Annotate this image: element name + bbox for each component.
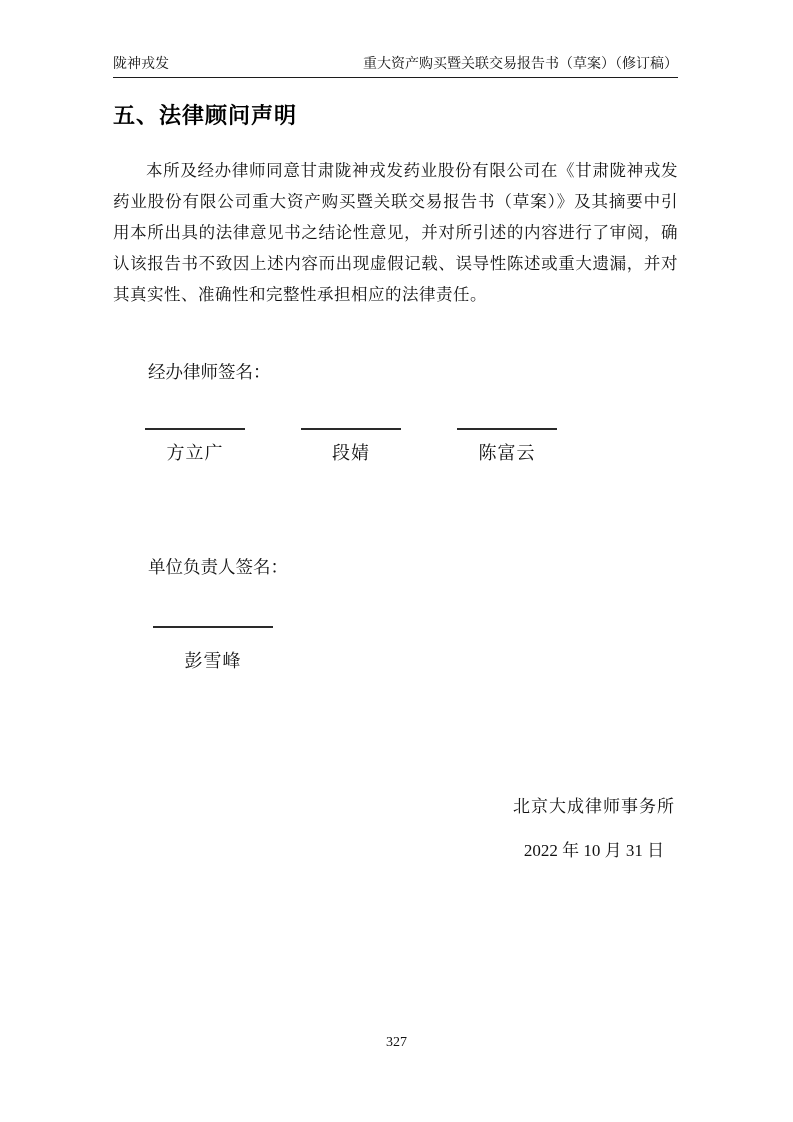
- lawyer-name: 陈富云: [478, 443, 536, 463]
- signature-line: [153, 626, 273, 628]
- lawyers-signature-row: [113, 428, 678, 463]
- lawyer-name: 方立广: [166, 443, 224, 463]
- head-signature-label: 单位负责人签名：: [148, 557, 288, 577]
- signature-line: [145, 428, 245, 430]
- closing-block: [513, 797, 675, 861]
- law-firm-name: 北京大成律师事务所: [513, 797, 675, 816]
- statement-paragraph: 本所及经办律师同意甘肃陇神戎发药业股份有限公司在《甘肃陇神戎发药业股份有限公司重大资产购买暨关联交易报告书（草案）》及其摘要中引用本所出具的法律意见书之结论性意见，并对所引述的内容进行了审阅，确认该报告书不致因上述内容而出现虚假记载、误导性陈述或重大遗漏，并对其真实性、准确性和完整性承担相应的法律责任。: [113, 161, 678, 304]
- closing-date: 2022 年 10 月 31 日: [523, 841, 665, 860]
- running-header: [113, 57, 678, 78]
- page-number: 327: [386, 1035, 407, 1050]
- lawyer-name: 段婧: [332, 443, 370, 463]
- header-report-title: 重大资产购买暨关联交易报告书（草案）（修订稿）: [363, 57, 678, 72]
- signature-line: [301, 428, 401, 430]
- signature-block-lawyer-2: [301, 428, 401, 463]
- signature-line: [457, 428, 557, 430]
- signature-block-lawyer-3: [457, 428, 557, 463]
- signature-block-lawyer-1: [145, 428, 245, 463]
- lawyers-signature-label: 经办律师签名：: [148, 362, 271, 382]
- signature-block-head: [153, 626, 273, 671]
- header-company-short-name: 陇神戎发: [113, 57, 169, 72]
- head-name: 彭雪峰: [184, 651, 242, 671]
- section-title: 五、法律顾问声明: [113, 103, 298, 128]
